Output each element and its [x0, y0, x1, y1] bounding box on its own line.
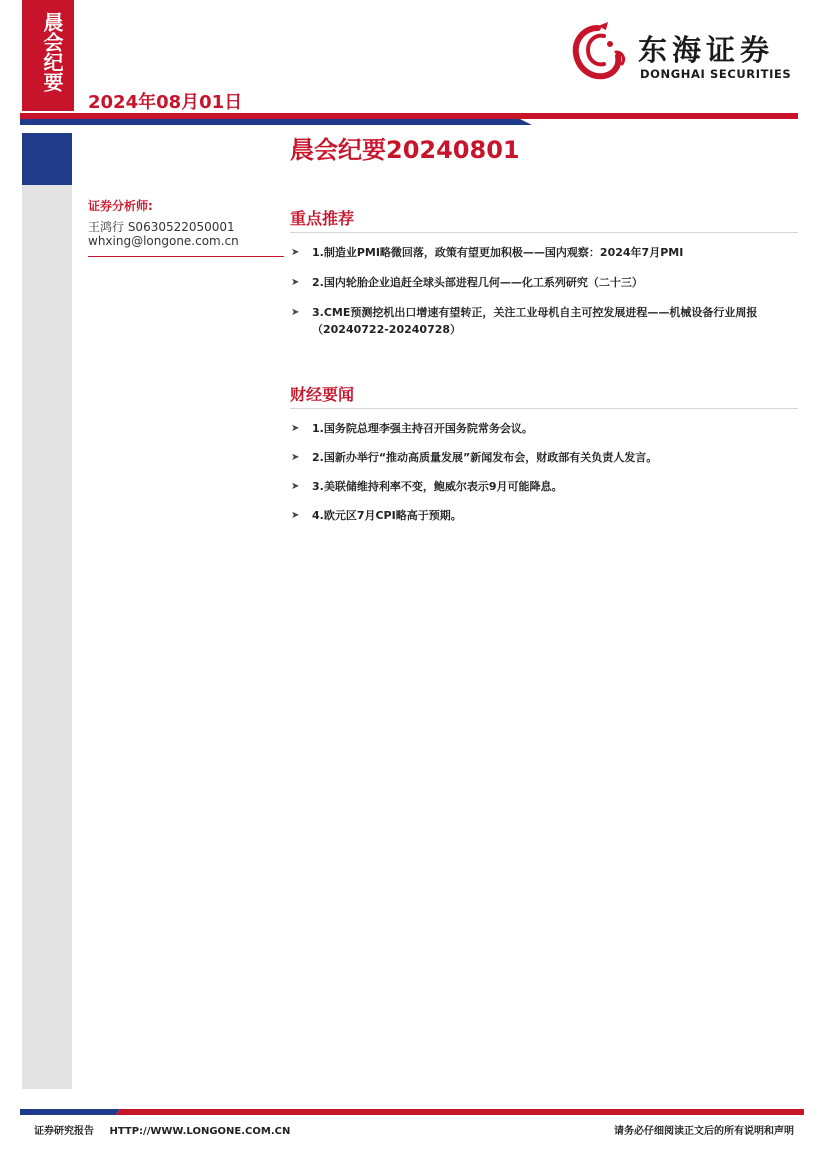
analyst-divider — [88, 256, 284, 257]
arrow-bullet-icon: ➤ — [291, 510, 300, 521]
page-title: 晨会纪要20240801 — [290, 136, 520, 164]
arrow-bullet-icon: ➤ — [291, 247, 300, 258]
arrow-bullet-icon: ➤ — [291, 277, 300, 288]
footer-disclaimer: 请务必仔细阅读正文后的所有说明和声明 — [614, 1126, 794, 1137]
list-item-text: 2.国新办举行“推动高质量发展”新闻发布会，财政部有关负责人发言。 — [312, 451, 658, 464]
dragon-logo-icon — [568, 22, 632, 88]
report-type-label: 晨会纪要 — [40, 12, 64, 92]
arrow-bullet-icon: ➤ — [291, 307, 300, 318]
header-divider-band — [20, 113, 798, 125]
list-item-text: 1.制造业PMI略微回落，政策有望更加积极——国内观察：2024年7月PMI — [312, 246, 684, 259]
logo-english-name: DONGHAI SECURITIES — [640, 67, 792, 81]
analyst-label: 证券分析师: — [88, 199, 153, 213]
report-date: 2024年08月01日 — [88, 92, 243, 113]
logo-chinese-name: 东海证券 — [638, 33, 775, 67]
list-item[interactable] — [290, 244, 800, 261]
list-item[interactable] — [290, 478, 800, 495]
footer-divider-band — [20, 1109, 804, 1115]
list-item[interactable] — [290, 420, 800, 437]
footer-report-label: 证券研究报告 — [34, 1126, 94, 1137]
arrow-bullet-icon: ➤ — [291, 423, 300, 434]
list-item-text: 4.欧元区7月CPI略高于预期。 — [312, 509, 462, 522]
footer-url-link[interactable]: HTTP://WWW.LONGONE.COM.CN — [109, 1126, 291, 1137]
footer-left — [34, 1122, 290, 1137]
analyst-email[interactable]: whxing@longone.com.cn — [88, 234, 239, 248]
list-item[interactable] — [290, 304, 800, 338]
news-list — [290, 420, 800, 536]
side-panel-accent — [22, 133, 72, 185]
arrow-bullet-icon: ➤ — [291, 452, 300, 463]
section-title-recommendations: 重点推荐 — [290, 209, 355, 228]
analyst-name: 王鸿行 S0630522050001 — [88, 220, 235, 234]
company-logo — [568, 22, 793, 88]
section-divider — [290, 408, 798, 409]
list-item[interactable] — [290, 449, 800, 466]
list-item-text: 3.CME预测挖机出口增速有望转正，关注工业母机自主可控发展进程——机械设备行业周报（20240722-20240728） — [312, 306, 758, 336]
list-item-text: 1.国务院总理李强主持召开国务院常务会议。 — [312, 422, 533, 435]
recommendation-list — [290, 244, 800, 351]
list-item-text: 2.国内轮胎企业追赶全球头部进程几何——化工系列研究（二十三） — [312, 276, 643, 289]
section-title-news: 财经要闻 — [290, 385, 355, 404]
list-item[interactable] — [290, 274, 800, 291]
list-item[interactable] — [290, 507, 800, 524]
list-item-text: 3.美联储维持利率不变，鲍威尔表示9月可能降息。 — [312, 480, 563, 493]
side-panel — [22, 133, 72, 1089]
arrow-bullet-icon: ➤ — [291, 481, 300, 492]
section-divider — [290, 232, 798, 233]
